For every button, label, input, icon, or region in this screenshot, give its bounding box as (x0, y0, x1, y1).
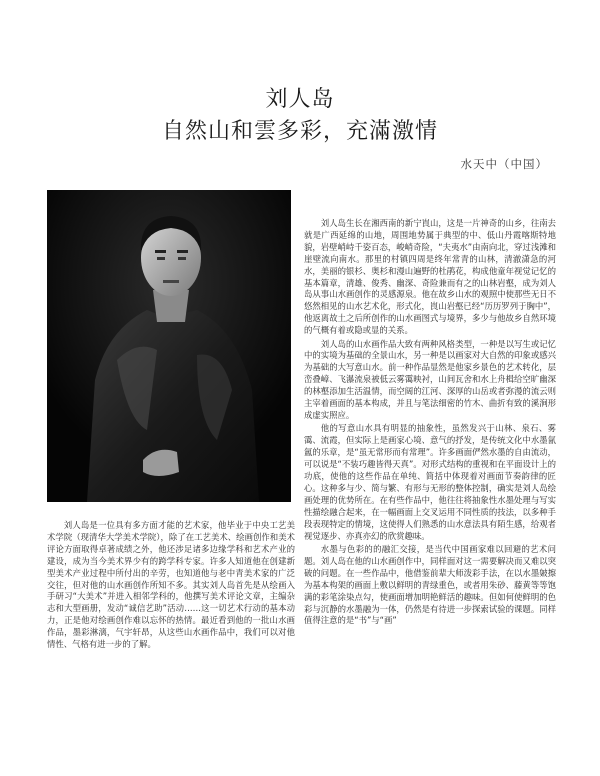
left-text-column (47, 520, 295, 730)
right-paragraph: 刘人岛生长在湘西南的新宁崀山，这是一片神奇的山乡，往南去就是广西延绵的山地，周围地势属于典型的中、低山丹霞喀斯特地貌，岩壁峭峙千姿百态，峻峭奇险，“夫夷水”由南向北，穿过浅滩和崖壁流向南水。那里的村镇四周是终年常青的山林，清澈潇急的河水，美丽的银杉、奥杉和漫山遍野的杜鹃花，构成他童年视觉记忆的基本篇章，清雄、俊秀、幽深、奇险兼而有之的山林岩壑，成为刘人岛从事山水画创作的灵感源泉。他在故乡山水的观照中使那些无日不悠然相见的山水艺术化，形式化，崀山岩壑已经“历历罗列于胸中”，他返离故土之后所创作的山水画图式与境界，多少与他故乡自然环境的气概有着或隐或显的关系。 (304, 218, 556, 336)
article-title: 刘人岛 (265, 87, 335, 112)
right-paragraph: 水墨与色彩的的融汇交接，是当代中国画家难以回避的艺术问题。刘人岛在他的山水画创作中，同样面对这一需要解决而又难以突破的问题。在一些作品中，他借鉴前辈大师泼彩手法，在以水墨皴擦为基本构架的画面上敷以鲜明的青绿重色，或者用朱砂、藤黄等等饱满的彩笔涂染点勾，使画面增加明艳鲜活的趣味。但如何使鲜明的色彩与沉静的水墨融为一体，仍然是有待进一步探索试验的课题。同样值得注意的是“书”与“画” (304, 543, 556, 626)
right-paragraph: 他的写意山水具有明显的抽象性，虽然发兴于山林、泉石、雾霭、流霞，但实际上是画家心境、意气的抒发，是传统文化中水墨氤氲的乐章，是“虽无常形而有常理”。许多画面俨然水墨的自由流动，可以说是“不装巧趣皆得天真”。对形式结构的重视和在平面设计上的功底，使他的这些作品在单纯、简括中体现着对画面节奏韵律的匠心。这种多与少、简与繁、有形与无形的整体控制，确实是刘人岛绘画处理的优势所在。在有些作品中，他往往将抽象性水墨处理与写实性描绘融合起来，在一幅画面上交叉运用不同性质的技法，以多种手段表现特定的情境，这使得人们熟悉的山水意法具有陌生感，给观者视觉逐步、亦真亦幻的欣赏趣味。 (304, 423, 556, 541)
left-paragraph: 刘人岛是一位具有多方面才能的艺术家，他毕业于中央工艺美术学院（现清华大学美术学院），除了在工艺美术、绘画创作和美术评论方面取得卓著成绩之外，他还涉足诸多边缘学科和艺术产业的建设，成为当今美术界少有的跨学科专家。许多人知道他在创建新型美术产业过程中所付出的辛劳，也知道他与老中青美术家的广泛交往，但对他的山水画创作所知不多。其实刘人岛首先是从绘画入手研习“大美术”并进入相邻学科的，他撰写美术评论文章，主编杂志和大型画册，发动“诚信艺助”活动……这一切艺术行动的基本动力，正是他对绘画创作难以忘怀的热情。最近看到他的一批山水画作品，墨彩淋漓，气宇轩昂，从这些山水画作品中，我们可以对他情性、气格有进一步的了解。 (47, 520, 295, 650)
author-byline: 水天中（中国） (460, 157, 548, 171)
right-paragraph: 刘人岛的山水画作品大致有两种风格类型，一种是以写生或记忆中的实境为基础的全景山水，另一种是以画家对大自然的印象或感兴为基础的大写意山水。前一种作品显然是他家乡景色的艺术转化，层峦叠嶂、飞瀑流泉被低云雾霭映衬，山间瓦舍和水上舟楫给空旷幽深的林壑添加生活温情，而空阔的江河、深厚的山岳或者弥漫的流云则主宰着画面的基本构成，并且与笔法细密的竹木、曲折有致的溪涧形成虚实照应。 (304, 338, 556, 420)
right-text-column (304, 218, 556, 738)
article-subtitle: 自然山和雲多彩，充滿激情 (161, 119, 438, 144)
portrait-illustration (47, 190, 291, 502)
artist-portrait-photo (47, 190, 291, 502)
